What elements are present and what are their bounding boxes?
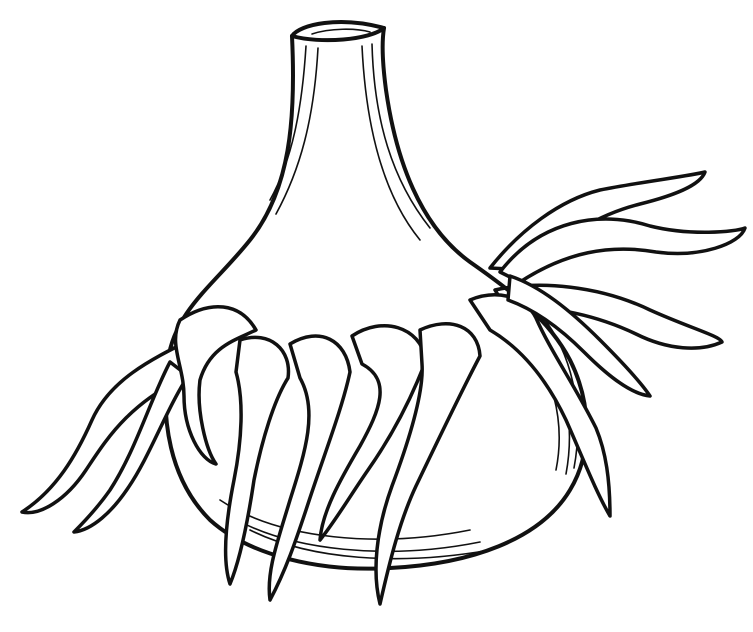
shade-line-2 (230, 516, 480, 551)
neck-line-4 (270, 46, 306, 200)
neck-line-1 (372, 44, 430, 228)
neck-line-3 (276, 48, 318, 214)
neck-line-2 (362, 46, 420, 240)
neck-opening (292, 22, 384, 40)
neck-inner (312, 29, 370, 34)
